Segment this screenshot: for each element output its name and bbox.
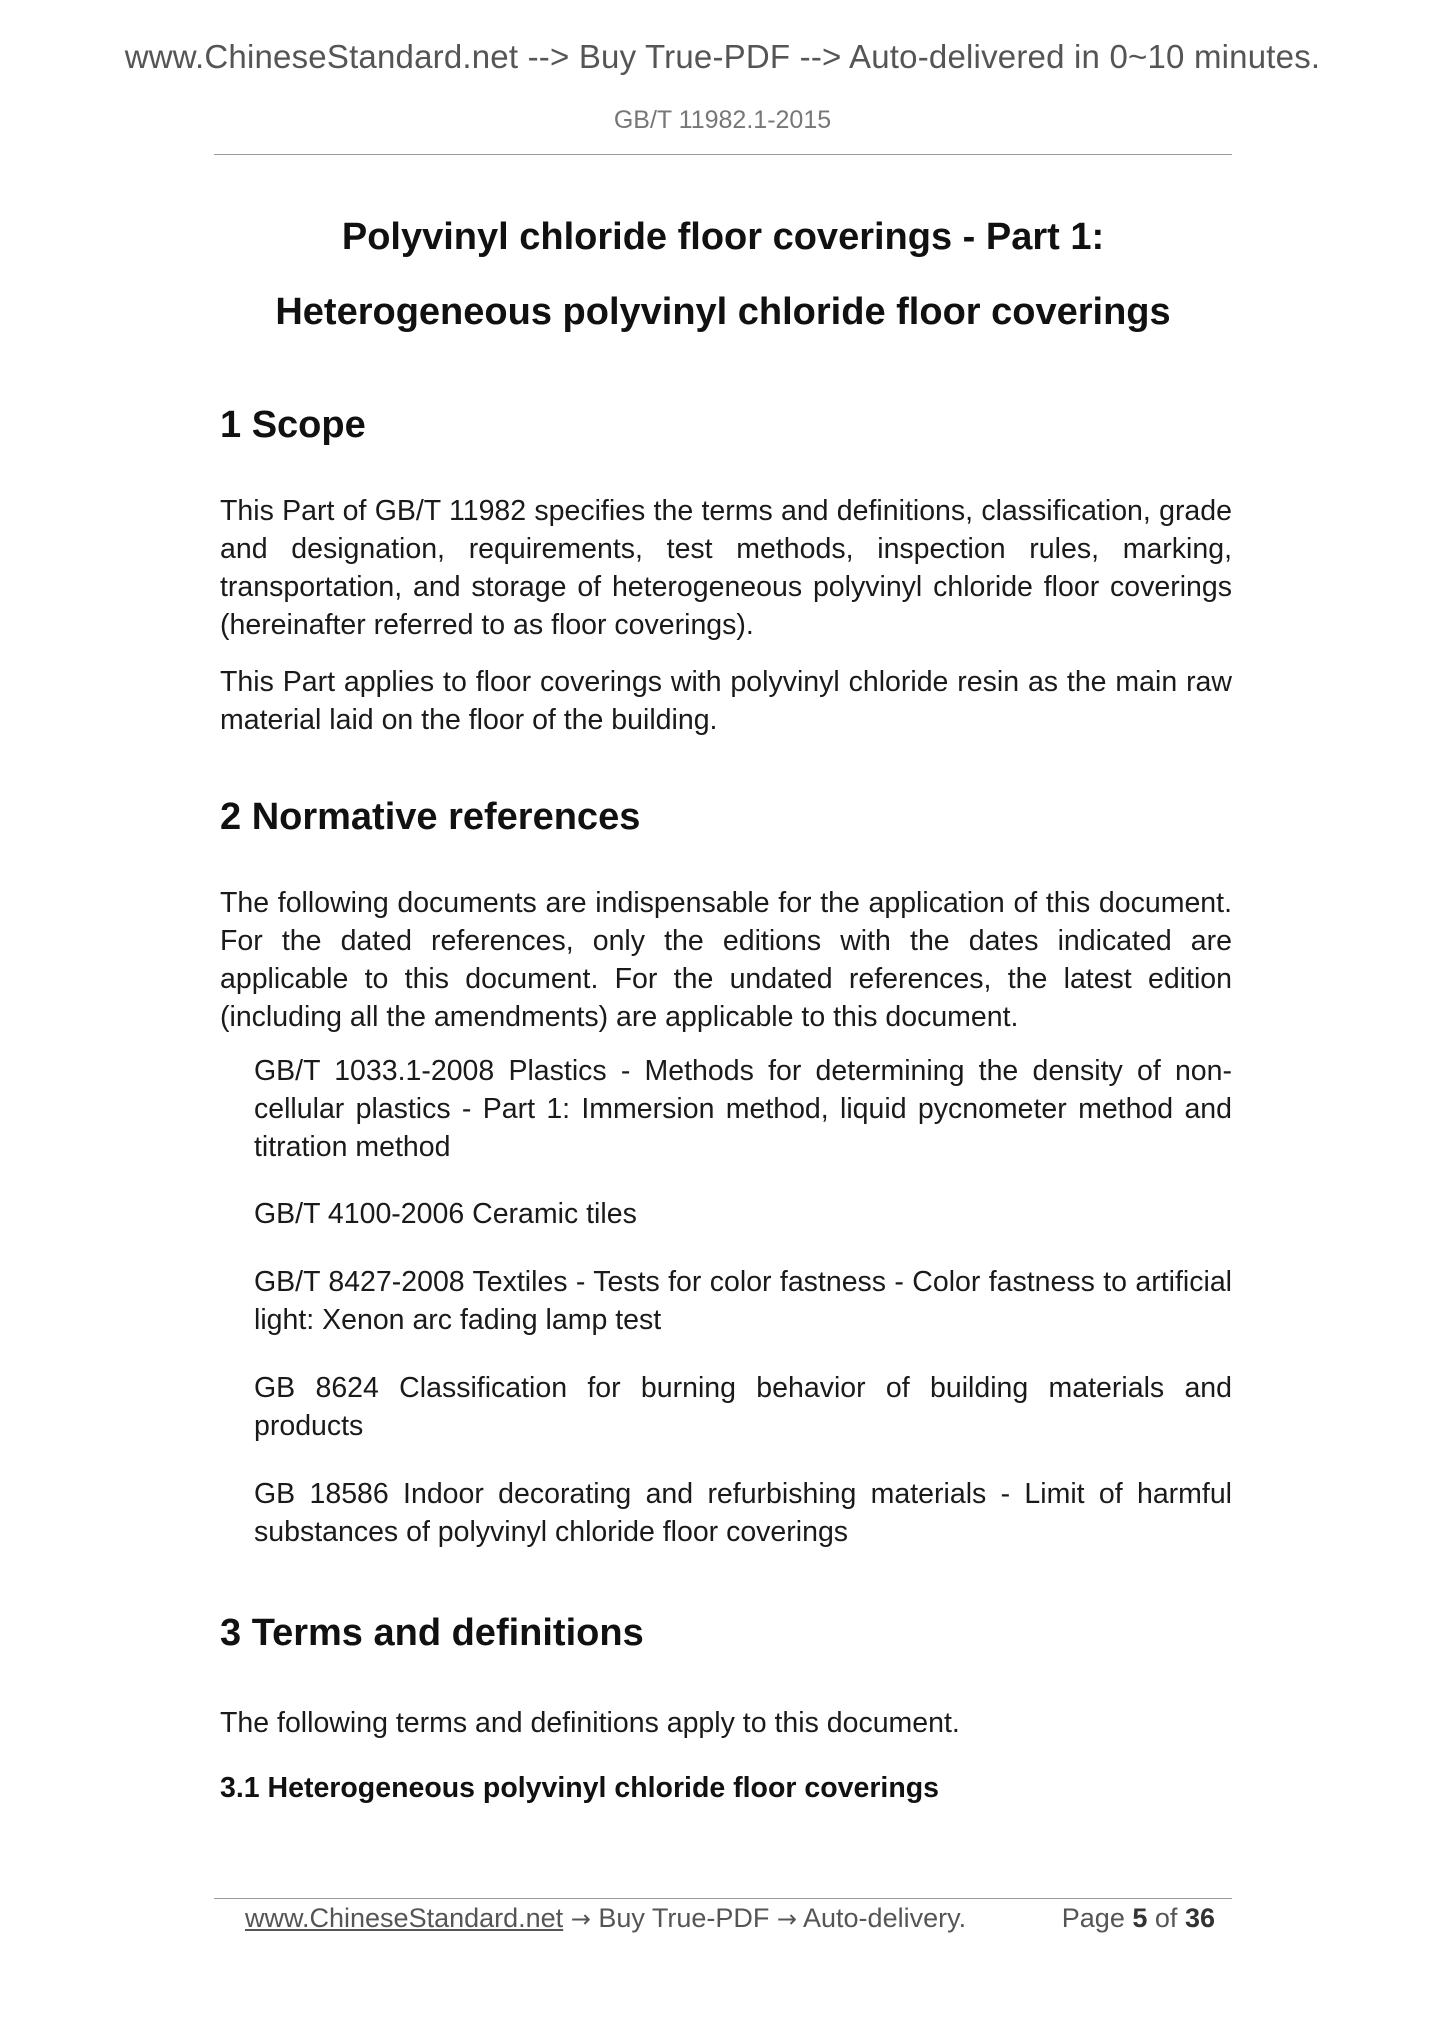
header-divider bbox=[214, 154, 1232, 155]
page-of-label: of bbox=[1154, 1903, 1178, 1933]
page-current: 5 bbox=[1132, 1903, 1148, 1933]
arrow-right-icon: → bbox=[570, 1905, 591, 1933]
reference-item: GB/T 1033.1-2008 Plastics - Methods for determining the density of non-cellular plastics - Part 1: Immersion method, liquid pycnometer method and titration method bbox=[254, 1055, 1232, 1163]
section-heading-normative-references: 2 Normative references bbox=[220, 796, 641, 838]
terms-intro-paragraph: The following terms and definitions apply to this document. bbox=[220, 1707, 960, 1739]
standard-code: GB/T 11982.1-2015 bbox=[613, 106, 832, 134]
document-title-line-2: Heterogeneous polyvinyl chloride floor coverings bbox=[275, 291, 1171, 333]
page-number bbox=[1062, 1903, 1215, 1934]
document-title-line-1: Polyvinyl chloride floor coverings - Part 1: bbox=[341, 216, 1105, 258]
section-heading-terms-definitions: 3 Terms and definitions bbox=[220, 1612, 644, 1654]
page-total: 36 bbox=[1184, 1903, 1215, 1933]
arrow-right-icon: → bbox=[776, 1905, 797, 1933]
normative-intro-paragraph: The following documents are indispensable for the application of this document. For the dated references, only the editions with the dates indicated are applicable to this document. For the undated references, the latest edition (including all the amendments) are applicable to this document. bbox=[220, 887, 1232, 1033]
term-heading-3-1: 3.1 Heterogeneous polyvinyl chloride floor coverings bbox=[220, 1772, 940, 1804]
section-heading-scope: 1 Scope bbox=[220, 404, 366, 446]
reference-item: GB/T 8427-2008 Textiles - Tests for color fastness - Color fastness to artificial light: Xenon arc fading lamp test bbox=[254, 1266, 1232, 1336]
footer-delivery-text: Auto-delivery. bbox=[803, 1903, 967, 1933]
footer-divider bbox=[214, 1898, 1232, 1899]
scope-paragraph-2: This Part applies to floor coverings with polyvinyl chloride resin as the main raw material laid on the floor of the building. bbox=[220, 666, 1232, 736]
page-label: Page bbox=[1061, 1903, 1125, 1933]
top-banner: www.ChineseStandard.net --> Buy True-PDF --> Auto-delivered in 0~10 minutes. bbox=[124, 38, 1321, 75]
reference-item: GB/T 4100-2006 Ceramic tiles bbox=[254, 1198, 637, 1230]
scope-paragraph-1: This Part of GB/T 11982 specifies the terms and definitions, classification, grade and designation, requirements, test methods, inspection rules, marking, transportation, and storage of heterogeneous polyvinyl chloride floor coverings (hereinafter referred to as floor coverings). bbox=[220, 495, 1232, 641]
footer-website-link[interactable]: www.ChineseStandard.net bbox=[245, 1903, 564, 1933]
reference-item: GB 18586 Indoor decorating and refurbishing materials - Limit of harmful substances of polyvinyl chloride floor coverings bbox=[254, 1478, 1232, 1548]
page-footer bbox=[245, 1903, 1215, 1934]
footer-buy-text: Buy True-PDF bbox=[598, 1903, 770, 1933]
reference-item: GB 8624 Classification for burning behavior of building materials and products bbox=[254, 1372, 1232, 1442]
